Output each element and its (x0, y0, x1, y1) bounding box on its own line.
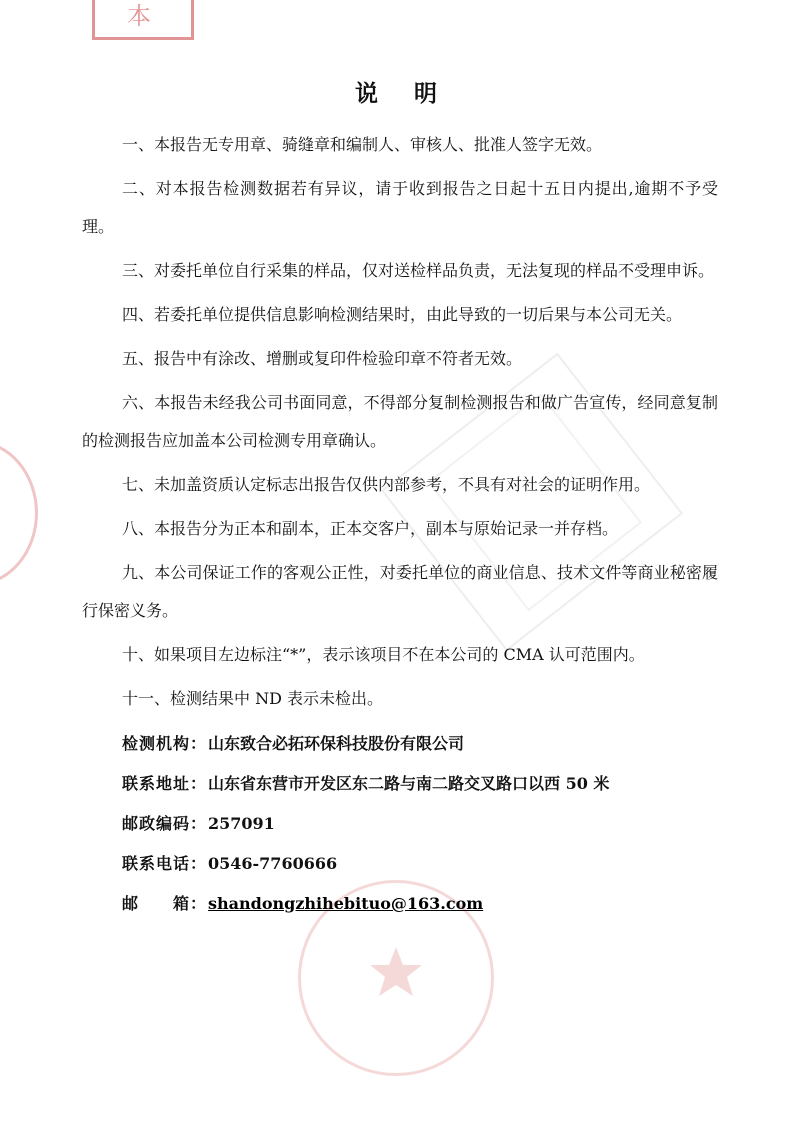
email-label: 邮 箱： (122, 894, 208, 913)
statement-item: 九、本公司保证工作的客观公正性，对委托单位的商业信息、技术文件等商业秘密履行保密义务。 (82, 563, 718, 620)
phone-row (122, 844, 718, 884)
statement-item: 二、对本报告检测数据若有异议，请于收到报告之日起十五日内提出,逾期不予受理。 (82, 179, 718, 236)
address-label: 联系地址： (122, 774, 208, 793)
postcode-row (122, 804, 718, 844)
contact-info (82, 724, 718, 924)
org-row (122, 724, 718, 764)
statement-item: 四、若委托单位提供信息影响检测结果时，由此导致的一切后果与本公司无关。 (122, 305, 683, 324)
statement-item: 五、报告中有涂改、增删或复印件检验印章不符者无效。 (122, 349, 523, 368)
address-value: 山东省东营市开发区东二路与南二路交叉路口以西 50 米 (208, 774, 610, 793)
statement-item: 一、本报告无专用章、骑缝章和编制人、审核人、批准人签字无效。 (122, 135, 603, 154)
star-icon (366, 943, 426, 1003)
phone-label: 联系电话： (122, 854, 208, 873)
address-row (122, 764, 718, 804)
statement-item: 十一、检测结果中 ND 表示未检出。 (122, 689, 384, 708)
page-title: 说明 (355, 80, 473, 107)
postcode-value: 257091 (208, 814, 275, 833)
seal-left-edge (0, 440, 38, 586)
statement-item: 八、本报告分为正本和副本，正本交客户，副本与原始记录一并存档。 (122, 519, 619, 538)
email-link[interactable]: shandongzhihebituo@163.com (208, 894, 484, 913)
document-body (82, 70, 718, 924)
statement-item: 三、对委托单位自行采集的样品，仅对送检样品负责，无法复现的样品不受理申诉。 (122, 261, 715, 280)
statement-list (82, 126, 718, 718)
statement-item: 七、未加盖资质认定标志出报告仅供内部参考，不具有对社会的证明作用。 (122, 475, 651, 494)
org-label: 检测机构： (122, 734, 208, 753)
phone-value: 0546-7760666 (208, 854, 338, 873)
org-value: 山东致合必拓环保科技股份有限公司 (208, 734, 465, 753)
email-row (122, 884, 718, 924)
postcode-label: 邮政编码： (122, 814, 208, 833)
statement-item: 十、如果项目左边标注“*”，表示该项目不在本公司的 CMA 认可范围内。 (122, 645, 645, 664)
statement-item: 六、本报告未经我公司书面同意，不得部分复制检测报告和做广告宣传，经同意复制的检测报告应加盖本公司检测专用章确认。 (82, 393, 718, 450)
red-stamp-top: 本 (92, 0, 194, 40)
